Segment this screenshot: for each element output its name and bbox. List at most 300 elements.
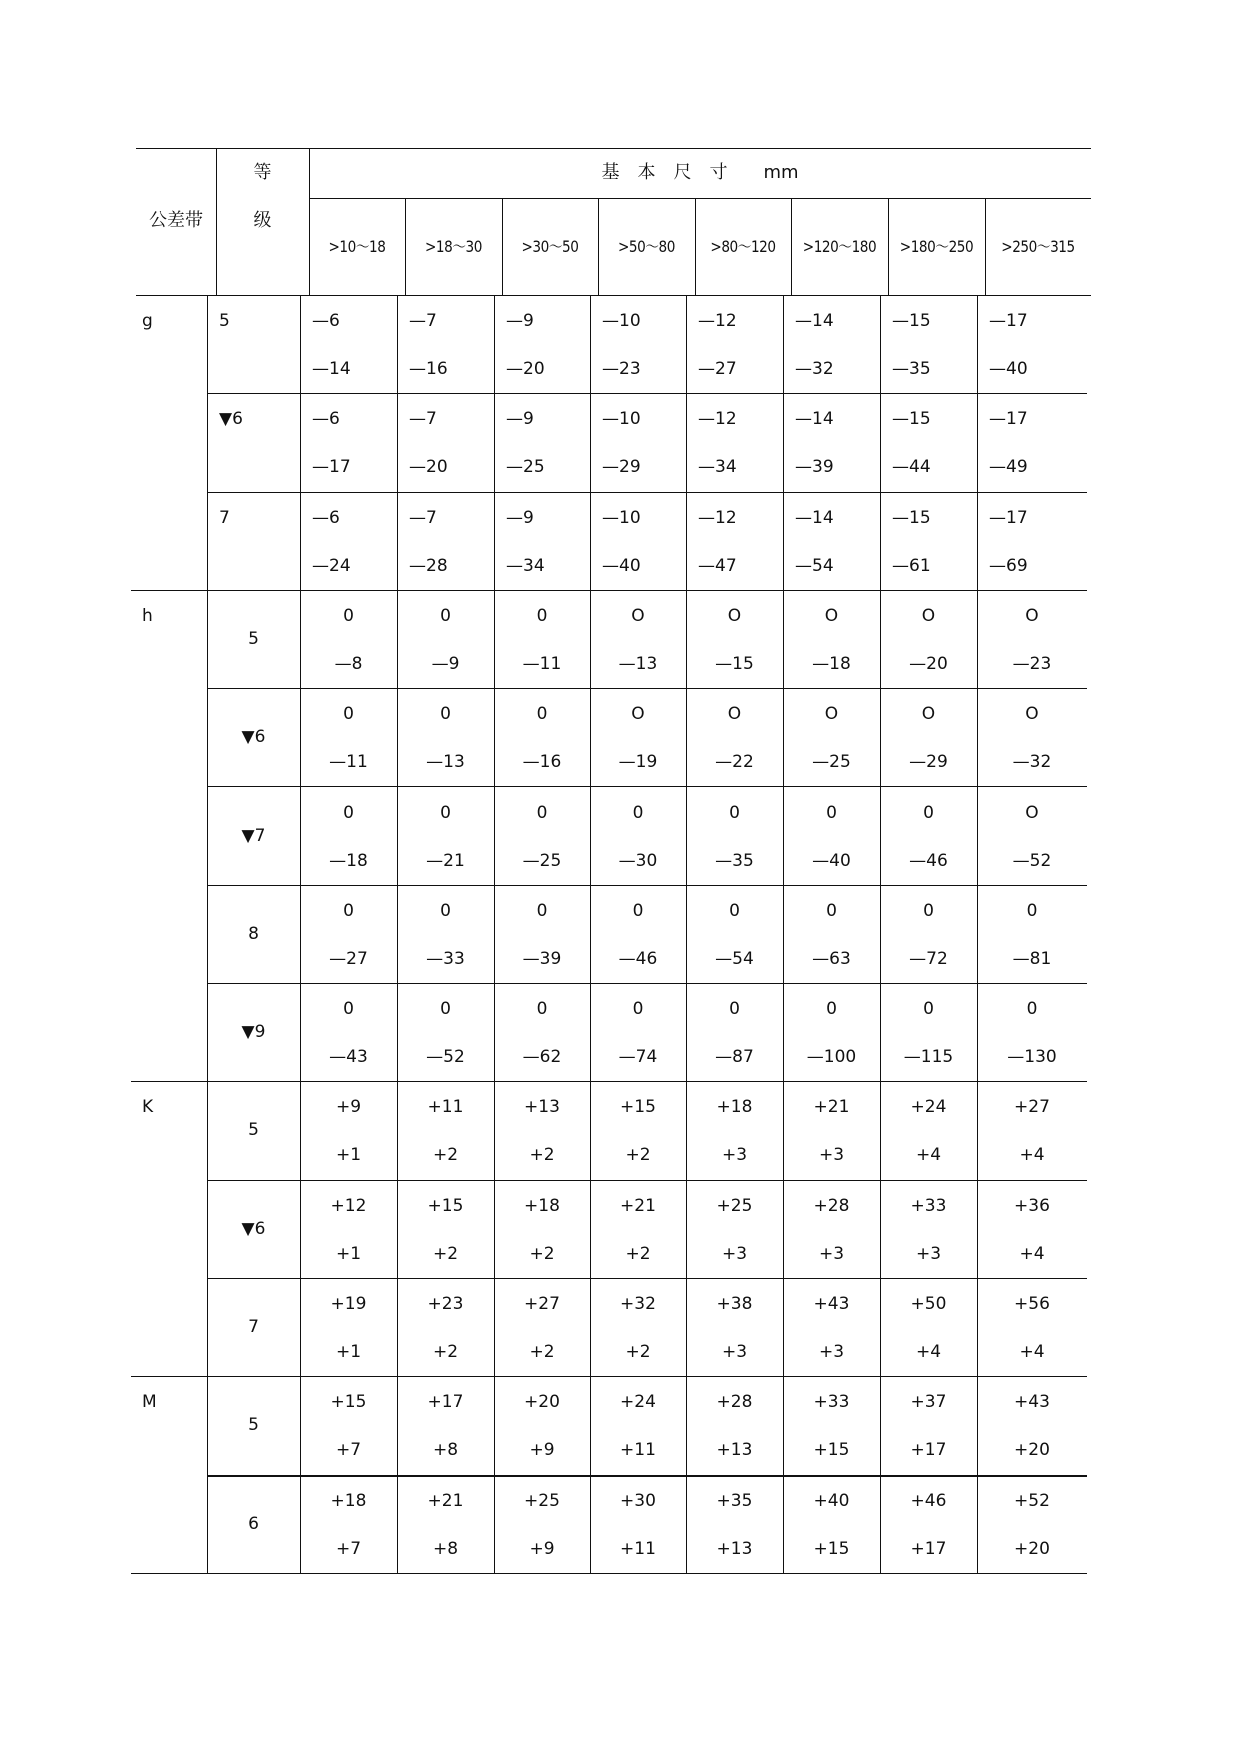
cell-divider bbox=[397, 1376, 398, 1474]
lower-deviation: —29 bbox=[602, 457, 641, 478]
cell-divider bbox=[880, 393, 881, 491]
lower-deviation: —74 bbox=[618, 1047, 658, 1068]
lower-deviation: +7 bbox=[335, 1440, 362, 1461]
cell-divider bbox=[300, 885, 301, 983]
lower-deviation: +4 bbox=[1019, 1145, 1045, 1166]
lower-deviation: +3 bbox=[721, 1243, 748, 1264]
lower-deviation: —115 bbox=[903, 1047, 954, 1068]
grade-label: 5 bbox=[248, 628, 259, 649]
lower-deviation: —18 bbox=[812, 653, 851, 674]
upper-deviation: +9 bbox=[335, 1097, 362, 1118]
upper-deviation: +50 bbox=[910, 1294, 947, 1314]
upper-deviation: +15 bbox=[427, 1195, 464, 1216]
upper-deviation: —14 bbox=[795, 311, 834, 331]
upper-deviation: +15 bbox=[330, 1392, 367, 1413]
cell-divider bbox=[300, 393, 301, 491]
cell-divider bbox=[397, 295, 398, 393]
upper-deviation: O bbox=[921, 605, 936, 626]
lower-deviation: —25 bbox=[522, 850, 562, 871]
upper-deviation: O bbox=[921, 704, 936, 725]
cell-divider bbox=[977, 1180, 978, 1278]
cell-divider bbox=[300, 1081, 301, 1179]
upper-deviation: —10 bbox=[602, 311, 641, 331]
lower-deviation: —47 bbox=[698, 555, 737, 576]
upper-deviation: +27 bbox=[524, 1294, 560, 1314]
row-divider bbox=[131, 1081, 1087, 1082]
lower-deviation: +2 bbox=[529, 1243, 555, 1264]
lower-deviation: —11 bbox=[522, 653, 562, 674]
upper-deviation: 0 bbox=[440, 900, 451, 921]
upper-deviation: +25 bbox=[716, 1195, 753, 1216]
cell-divider bbox=[686, 1376, 687, 1474]
upper-deviation: +25 bbox=[524, 1490, 560, 1511]
cell-divider bbox=[686, 1475, 687, 1573]
upper-deviation: 0 bbox=[343, 704, 354, 725]
upper-deviation: 0 bbox=[632, 999, 644, 1020]
upper-deviation: +38 bbox=[716, 1294, 753, 1314]
cell-divider bbox=[880, 688, 881, 786]
size-range-header: >180～250 bbox=[899, 237, 974, 256]
lower-deviation: —49 bbox=[989, 457, 1028, 478]
size-range-header: >50～80 bbox=[617, 237, 676, 256]
upper-deviation: O bbox=[1025, 605, 1039, 626]
upper-deviation: +27 bbox=[1014, 1097, 1050, 1118]
lower-deviation: —25 bbox=[812, 752, 851, 773]
cell-divider bbox=[686, 787, 687, 885]
lower-deviation: +8 bbox=[432, 1440, 459, 1461]
upper-deviation: O bbox=[1025, 802, 1039, 823]
row-divider bbox=[131, 1376, 1087, 1377]
tolerance-zone-label: h bbox=[142, 605, 153, 626]
cell-divider bbox=[207, 295, 208, 393]
grade-label: 6 bbox=[248, 1513, 259, 1534]
cell-divider bbox=[880, 1081, 881, 1179]
lower-deviation: —62 bbox=[522, 1047, 562, 1068]
upper-deviation: +20 bbox=[524, 1392, 560, 1413]
lower-deviation: +2 bbox=[432, 1342, 459, 1362]
cell-divider bbox=[977, 1278, 978, 1376]
cell-divider bbox=[300, 688, 301, 786]
upper-deviation: 0 bbox=[632, 900, 644, 921]
lower-deviation: +13 bbox=[716, 1538, 753, 1559]
upper-deviation: —17 bbox=[989, 507, 1028, 528]
upper-deviation: —12 bbox=[698, 409, 737, 430]
cell-divider bbox=[783, 983, 784, 1081]
lower-deviation: —20 bbox=[506, 359, 545, 379]
cell-divider bbox=[207, 983, 208, 1081]
lower-deviation: —40 bbox=[812, 850, 851, 871]
lower-deviation: —32 bbox=[795, 359, 834, 379]
grade-label: 7 bbox=[219, 507, 230, 528]
upper-deviation: —14 bbox=[795, 409, 834, 430]
cell-divider bbox=[397, 885, 398, 983]
lower-deviation: —13 bbox=[426, 752, 465, 773]
grade-header-top: 等 bbox=[253, 162, 272, 183]
upper-deviation: +52 bbox=[1014, 1490, 1050, 1511]
grade-label: ▼6 bbox=[241, 727, 266, 748]
row-divider bbox=[131, 590, 1087, 591]
lower-deviation: —40 bbox=[602, 555, 641, 576]
upper-deviation: 0 bbox=[729, 900, 740, 921]
upper-deviation: 0 bbox=[440, 802, 451, 823]
lower-deviation: +13 bbox=[716, 1440, 753, 1461]
cell-divider bbox=[783, 1180, 784, 1278]
lower-deviation: —25 bbox=[506, 457, 545, 478]
upper-deviation: 0 bbox=[923, 999, 934, 1020]
lower-deviation: —27 bbox=[329, 948, 368, 969]
lower-deviation: —100 bbox=[806, 1047, 857, 1068]
upper-deviation: 0 bbox=[1026, 900, 1038, 921]
lower-deviation: —69 bbox=[989, 555, 1028, 576]
lower-deviation: —52 bbox=[426, 1047, 465, 1068]
upper-deviation: 0 bbox=[826, 802, 837, 823]
cell-divider bbox=[207, 492, 208, 590]
upper-deviation: 0 bbox=[826, 900, 837, 921]
lower-deviation: +3 bbox=[818, 1342, 845, 1362]
lower-deviation: +4 bbox=[915, 1145, 942, 1166]
cell-divider bbox=[783, 1475, 784, 1573]
cell-divider bbox=[590, 1278, 591, 1376]
cell-divider bbox=[590, 1475, 591, 1573]
lower-deviation: —16 bbox=[409, 359, 448, 379]
basic-size-header: 基 本 尺 寸 mm bbox=[601, 162, 799, 183]
lower-deviation: —17 bbox=[312, 457, 351, 478]
upper-deviation: +24 bbox=[620, 1392, 656, 1413]
cell-divider bbox=[494, 1475, 495, 1573]
cell-divider bbox=[494, 295, 495, 393]
size-range-header: >18～30 bbox=[424, 237, 483, 256]
upper-deviation: —14 bbox=[795, 507, 834, 528]
upper-deviation: —9 bbox=[506, 409, 534, 430]
upper-deviation: +37 bbox=[910, 1392, 947, 1413]
grade-header-bottom: 级 bbox=[253, 210, 272, 231]
lower-deviation: —15 bbox=[715, 653, 754, 674]
lower-deviation: +3 bbox=[818, 1243, 845, 1264]
lower-deviation: —87 bbox=[715, 1047, 754, 1068]
cell-divider bbox=[494, 1376, 495, 1474]
lower-deviation: +2 bbox=[529, 1145, 555, 1166]
cell-divider bbox=[397, 1278, 398, 1376]
upper-deviation: +46 bbox=[910, 1490, 947, 1511]
upper-deviation: —17 bbox=[989, 311, 1028, 331]
upper-deviation: 0 bbox=[440, 704, 451, 725]
upper-deviation: +33 bbox=[813, 1392, 850, 1413]
lower-deviation: —32 bbox=[1012, 752, 1052, 773]
lower-deviation: —46 bbox=[618, 948, 658, 969]
cell-divider bbox=[880, 1376, 881, 1474]
upper-deviation: O bbox=[824, 605, 839, 626]
lower-deviation: +8 bbox=[432, 1538, 459, 1559]
upper-deviation: 0 bbox=[343, 802, 354, 823]
cell-divider bbox=[880, 1278, 881, 1376]
lower-deviation: —23 bbox=[1012, 653, 1052, 674]
upper-deviation: +11 bbox=[427, 1097, 464, 1118]
size-range-header: >80～120 bbox=[710, 237, 776, 256]
lower-deviation: —72 bbox=[909, 948, 948, 969]
upper-deviation: —9 bbox=[506, 311, 534, 331]
cell-divider bbox=[590, 885, 591, 983]
upper-deviation: —10 bbox=[602, 409, 641, 430]
cell-divider bbox=[494, 1081, 495, 1179]
lower-deviation: +17 bbox=[910, 1538, 947, 1559]
cell-divider bbox=[977, 590, 978, 688]
cell-divider bbox=[880, 885, 881, 983]
upper-deviation: 0 bbox=[923, 900, 934, 921]
lower-deviation: —13 bbox=[618, 653, 658, 674]
lower-deviation: +20 bbox=[1014, 1440, 1050, 1461]
lower-deviation: —20 bbox=[909, 653, 948, 674]
cell-divider bbox=[300, 1278, 301, 1376]
row-divider bbox=[207, 1180, 1087, 1181]
upper-deviation: +32 bbox=[620, 1294, 656, 1314]
cell-divider bbox=[590, 1180, 591, 1278]
lower-deviation: +2 bbox=[625, 1145, 651, 1166]
lower-deviation: +4 bbox=[1019, 1342, 1045, 1362]
upper-deviation: —6 bbox=[312, 409, 340, 430]
lower-deviation: +3 bbox=[721, 1342, 748, 1362]
lower-deviation: —18 bbox=[329, 850, 368, 871]
cell-divider bbox=[783, 1376, 784, 1474]
upper-deviation: +24 bbox=[910, 1097, 947, 1118]
cell-divider bbox=[783, 1278, 784, 1376]
lower-deviation: —52 bbox=[1012, 850, 1052, 871]
grade-label: ▼6 bbox=[241, 1218, 266, 1239]
upper-deviation: +43 bbox=[813, 1294, 850, 1314]
row-divider bbox=[207, 492, 1087, 493]
lower-deviation: —43 bbox=[329, 1047, 368, 1068]
upper-deviation: 0 bbox=[536, 704, 548, 725]
cell-divider bbox=[977, 787, 978, 885]
lower-deviation: +17 bbox=[910, 1440, 947, 1461]
size-range-header: >120～180 bbox=[802, 237, 877, 256]
upper-deviation: O bbox=[727, 704, 742, 725]
cell-divider bbox=[977, 295, 978, 393]
upper-deviation: 0 bbox=[923, 802, 934, 823]
upper-deviation: +13 bbox=[524, 1097, 560, 1118]
upper-deviation: 0 bbox=[536, 802, 548, 823]
cell-divider bbox=[880, 492, 881, 590]
upper-deviation: +28 bbox=[813, 1195, 850, 1216]
upper-deviation: —6 bbox=[312, 311, 340, 331]
cell-divider bbox=[590, 492, 591, 590]
lower-deviation: +2 bbox=[625, 1342, 651, 1362]
upper-deviation: +43 bbox=[1014, 1392, 1050, 1413]
row-divider bbox=[207, 983, 1087, 984]
cell-divider bbox=[300, 787, 301, 885]
upper-deviation: +19 bbox=[330, 1294, 367, 1314]
cell-divider bbox=[300, 295, 301, 393]
upper-deviation: +18 bbox=[524, 1195, 560, 1216]
lower-deviation: —23 bbox=[602, 359, 641, 379]
upper-deviation: 0 bbox=[440, 605, 451, 626]
lower-deviation: —63 bbox=[812, 948, 851, 969]
lower-deviation: +1 bbox=[335, 1145, 362, 1166]
cell-divider bbox=[686, 295, 687, 393]
upper-deviation: O bbox=[631, 704, 645, 725]
upper-deviation: +36 bbox=[1014, 1195, 1050, 1216]
cell-divider bbox=[783, 295, 784, 393]
lower-deviation: —46 bbox=[909, 850, 948, 871]
upper-deviation: O bbox=[727, 605, 742, 626]
upper-deviation: —15 bbox=[892, 507, 931, 528]
cell-divider bbox=[207, 787, 208, 885]
grade-label: 5 bbox=[219, 311, 230, 331]
cell-divider bbox=[397, 590, 398, 688]
cell-divider bbox=[590, 688, 591, 786]
cell-divider bbox=[590, 1376, 591, 1474]
row-divider bbox=[207, 1278, 1087, 1279]
lower-deviation: +2 bbox=[625, 1243, 651, 1264]
cell-divider bbox=[590, 295, 591, 393]
size-range-header: >10～18 bbox=[328, 237, 386, 256]
upper-deviation: 0 bbox=[729, 802, 740, 823]
upper-deviation: —7 bbox=[409, 311, 437, 331]
tolerance-zone-label: M bbox=[142, 1392, 157, 1413]
cell-divider bbox=[207, 688, 208, 786]
cell-divider bbox=[783, 885, 784, 983]
grade-label: 5 bbox=[248, 1415, 259, 1436]
lower-deviation: —8 bbox=[334, 653, 363, 674]
upper-deviation: +21 bbox=[813, 1097, 850, 1118]
row-divider bbox=[131, 1573, 1087, 1574]
row-divider bbox=[207, 393, 1087, 394]
cell-divider bbox=[397, 492, 398, 590]
cell-divider bbox=[494, 688, 495, 786]
cell-divider bbox=[686, 590, 687, 688]
grade-label: 7 bbox=[248, 1317, 259, 1337]
lower-deviation: +7 bbox=[335, 1538, 362, 1559]
upper-deviation: +12 bbox=[330, 1195, 367, 1216]
upper-deviation: 0 bbox=[536, 605, 548, 626]
lower-deviation: +9 bbox=[529, 1440, 555, 1461]
cell-divider bbox=[590, 393, 591, 491]
lower-deviation: —16 bbox=[522, 752, 562, 773]
lower-deviation: +15 bbox=[813, 1440, 850, 1461]
upper-deviation: —12 bbox=[698, 507, 737, 528]
cell-divider bbox=[686, 1180, 687, 1278]
cell-divider bbox=[977, 393, 978, 491]
cell-divider bbox=[686, 1278, 687, 1376]
lower-deviation: —30 bbox=[618, 850, 658, 871]
upper-deviation: —7 bbox=[409, 507, 437, 528]
tolerance-zone-label: g bbox=[142, 311, 153, 331]
lower-deviation: —130 bbox=[1007, 1047, 1057, 1068]
cell-divider bbox=[300, 492, 301, 590]
upper-deviation: 0 bbox=[826, 999, 837, 1020]
cell-divider bbox=[880, 1475, 881, 1573]
lower-deviation: —24 bbox=[312, 555, 351, 576]
cell-divider bbox=[977, 492, 978, 590]
cell-divider bbox=[686, 492, 687, 590]
cell-divider bbox=[590, 983, 591, 1081]
upper-deviation: —6 bbox=[312, 507, 340, 528]
lower-deviation: +3 bbox=[818, 1145, 845, 1166]
cell-divider bbox=[977, 1081, 978, 1179]
cell-divider bbox=[977, 885, 978, 983]
upper-deviation: +17 bbox=[427, 1392, 464, 1413]
lower-deviation: +3 bbox=[721, 1145, 748, 1166]
lower-deviation: —34 bbox=[698, 457, 737, 478]
lower-deviation: —81 bbox=[1012, 948, 1052, 969]
row-divider bbox=[207, 688, 1087, 689]
upper-deviation: +28 bbox=[716, 1392, 753, 1413]
cell-divider bbox=[783, 393, 784, 491]
upper-deviation: —7 bbox=[409, 409, 437, 430]
cell-divider bbox=[300, 1180, 301, 1278]
cell-divider bbox=[397, 1081, 398, 1179]
upper-deviation: +30 bbox=[620, 1490, 656, 1511]
cell-divider bbox=[397, 983, 398, 1081]
cell-divider bbox=[300, 590, 301, 688]
cell-divider bbox=[783, 492, 784, 590]
lower-deviation: —9 bbox=[431, 653, 460, 674]
upper-deviation: 0 bbox=[1026, 999, 1038, 1020]
cell-divider bbox=[977, 983, 978, 1081]
cell-divider bbox=[494, 1278, 495, 1376]
upper-deviation: +21 bbox=[620, 1195, 656, 1216]
upper-deviation: +40 bbox=[813, 1490, 850, 1511]
cell-divider bbox=[977, 688, 978, 786]
grade-label: ▼7 bbox=[241, 825, 266, 846]
cell-divider bbox=[783, 787, 784, 885]
cell-divider bbox=[880, 590, 881, 688]
cell-divider bbox=[590, 1081, 591, 1179]
lower-deviation: +15 bbox=[813, 1538, 850, 1559]
lower-deviation: +2 bbox=[432, 1243, 459, 1264]
tolerance-zone-label: K bbox=[142, 1097, 154, 1118]
lower-deviation: —39 bbox=[795, 457, 834, 478]
cell-divider bbox=[397, 1180, 398, 1278]
grade-label: 5 bbox=[248, 1120, 259, 1141]
cell-divider bbox=[494, 885, 495, 983]
lower-deviation: —35 bbox=[715, 850, 754, 871]
upper-deviation: 0 bbox=[632, 802, 644, 823]
upper-deviation: O bbox=[1025, 704, 1039, 725]
lower-deviation: —28 bbox=[409, 555, 448, 576]
lower-deviation: +3 bbox=[915, 1243, 942, 1264]
cell-divider bbox=[207, 393, 208, 491]
cell-divider bbox=[686, 393, 687, 491]
lower-deviation: —19 bbox=[618, 752, 658, 773]
lower-deviation: +2 bbox=[529, 1342, 555, 1362]
upper-deviation: 0 bbox=[343, 900, 354, 921]
upper-deviation: 0 bbox=[729, 999, 740, 1020]
cell-divider bbox=[207, 1081, 208, 1179]
lower-deviation: +1 bbox=[335, 1342, 362, 1362]
upper-deviation: +18 bbox=[716, 1097, 753, 1118]
size-range-header: >250～315 bbox=[1001, 237, 1075, 256]
lower-deviation: —40 bbox=[989, 359, 1028, 379]
lower-deviation: +2 bbox=[432, 1145, 459, 1166]
lower-deviation: —54 bbox=[795, 555, 834, 576]
cell-divider bbox=[494, 1180, 495, 1278]
lower-deviation: —21 bbox=[426, 850, 465, 871]
cell-divider bbox=[494, 590, 495, 688]
lower-deviation: —33 bbox=[426, 948, 465, 969]
cell-divider bbox=[686, 983, 687, 1081]
cell-divider bbox=[397, 1475, 398, 1573]
lower-deviation: —29 bbox=[909, 752, 948, 773]
upper-deviation: +56 bbox=[1014, 1294, 1050, 1314]
upper-deviation: O bbox=[631, 605, 645, 626]
lower-deviation: —35 bbox=[892, 359, 931, 379]
lower-deviation: —39 bbox=[522, 948, 562, 969]
cell-divider bbox=[397, 393, 398, 491]
upper-deviation: —17 bbox=[989, 409, 1028, 430]
cell-divider bbox=[494, 393, 495, 491]
upper-deviation: 0 bbox=[536, 900, 548, 921]
upper-deviation: —12 bbox=[698, 311, 737, 331]
